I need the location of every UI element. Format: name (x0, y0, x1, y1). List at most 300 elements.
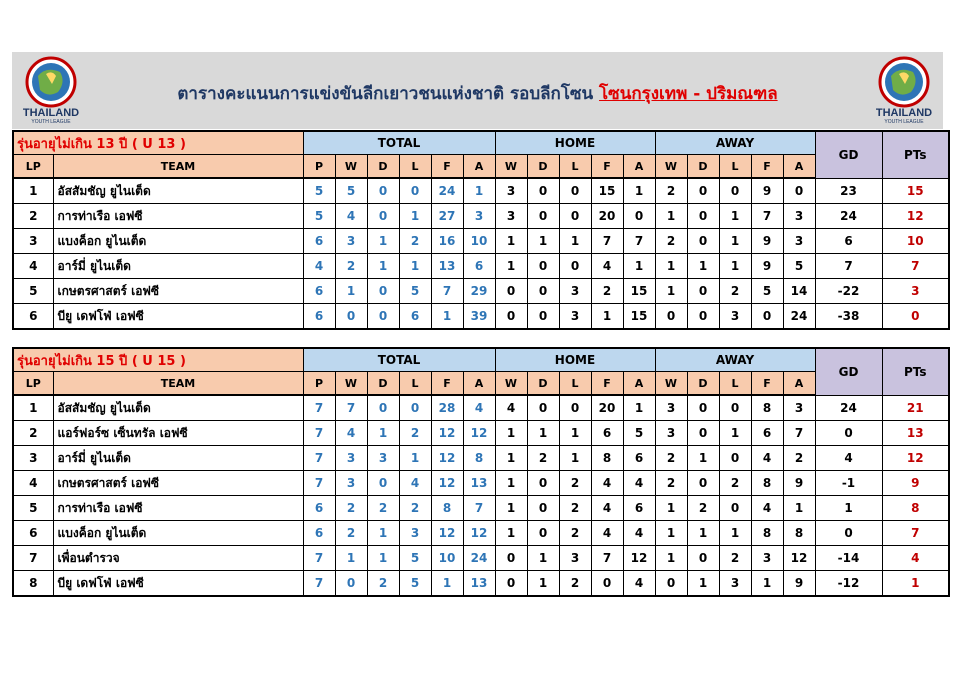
away-stat: 3 (655, 421, 687, 446)
total-stat: 7 (335, 395, 367, 421)
goal-difference: 4 (815, 446, 882, 471)
points: 12 (882, 204, 949, 229)
total-f-header: F (431, 155, 463, 179)
goal-difference: 6 (815, 229, 882, 254)
total-w-header: W (335, 155, 367, 179)
total-f-header: F (431, 372, 463, 396)
away-stat: 5 (751, 279, 783, 304)
home-stat: 4 (623, 571, 655, 597)
away-stat: 0 (687, 421, 719, 446)
home-stat: 5 (623, 421, 655, 446)
away-w-header: W (655, 155, 687, 179)
away-stat: 8 (751, 521, 783, 546)
home-stat: 7 (623, 229, 655, 254)
total-stat: 7 (303, 395, 335, 421)
away-stat: 1 (719, 229, 751, 254)
rank-cell: 4 (13, 254, 53, 279)
team-name: อาร์มี่ ยูไนเต็ด (53, 254, 303, 279)
home-stat: 4 (591, 471, 623, 496)
away-stat: 1 (655, 279, 687, 304)
rank-cell: 7 (13, 546, 53, 571)
home-stat: 1 (495, 254, 527, 279)
home-stat: 2 (591, 279, 623, 304)
total-p-header: P (303, 155, 335, 179)
total-stat: 1 (367, 229, 399, 254)
away-stat: 1 (687, 446, 719, 471)
away-stat: 0 (719, 178, 751, 204)
total-stat: 1 (399, 446, 431, 471)
total-stat: 10 (463, 229, 495, 254)
total-l-header: L (399, 372, 431, 396)
away-stat: 0 (687, 229, 719, 254)
home-stat: 2 (559, 571, 591, 597)
table-row (13, 471, 949, 496)
home-stat: 3 (559, 546, 591, 571)
points: 3 (882, 279, 949, 304)
home-stat: 6 (591, 421, 623, 446)
total-stat: 7 (303, 571, 335, 597)
home-stat: 0 (527, 279, 559, 304)
total-stat: 4 (335, 204, 367, 229)
svg-text:YOUTH LEAGUE: YOUTH LEAGUE (884, 119, 924, 124)
away-stat: 1 (655, 496, 687, 521)
home-stat: 1 (527, 421, 559, 446)
rank-cell: 6 (13, 521, 53, 546)
total-stat: 2 (335, 496, 367, 521)
home-w-header: W (495, 372, 527, 396)
away-stat: 0 (687, 546, 719, 571)
total-stat: 1 (367, 521, 399, 546)
points: 4 (882, 546, 949, 571)
total-stat: 0 (367, 279, 399, 304)
total-stat: 3 (463, 204, 495, 229)
table-row (13, 421, 949, 446)
home-stat: 12 (623, 546, 655, 571)
home-stat: 0 (495, 571, 527, 597)
away-stat: 2 (783, 446, 815, 471)
team-name: การท่าเรือ เอฟซี (53, 496, 303, 521)
away-stat: 0 (719, 395, 751, 421)
away-stat: 2 (719, 546, 751, 571)
points: 1 (882, 571, 949, 597)
total-stat: 10 (431, 546, 463, 571)
home-a-header: A (623, 372, 655, 396)
points: 8 (882, 496, 949, 521)
away-stat: 1 (751, 571, 783, 597)
home-stat: 0 (527, 471, 559, 496)
away-stat: 3 (783, 229, 815, 254)
table-row (13, 395, 949, 421)
total-stat: 0 (367, 304, 399, 330)
points: 13 (882, 421, 949, 446)
away-stat: 1 (687, 571, 719, 597)
total-stat: 3 (335, 446, 367, 471)
team-name: แอร์ฟอร์ซ เซ็นทรัล เอฟซี (53, 421, 303, 446)
home-stat: 0 (495, 279, 527, 304)
goal-difference: -22 (815, 279, 882, 304)
goal-difference: -12 (815, 571, 882, 597)
team-name: เกษตรศาสตร์ เอฟซี (53, 279, 303, 304)
away-stat: 0 (655, 571, 687, 597)
home-f-header: F (591, 155, 623, 179)
away-stat: 1 (783, 496, 815, 521)
away-stat: 2 (655, 446, 687, 471)
rank-cell: 1 (13, 178, 53, 204)
home-stat: 1 (495, 229, 527, 254)
total-stat: 2 (367, 496, 399, 521)
away-stat: 9 (783, 471, 815, 496)
home-stat: 1 (527, 546, 559, 571)
away-stat: 3 (783, 395, 815, 421)
home-stat: 1 (495, 421, 527, 446)
team-header: TEAM (53, 372, 303, 396)
team-name: อาร์มี่ ยูไนเต็ด (53, 446, 303, 471)
total-l-header: L (399, 155, 431, 179)
table-row (13, 571, 949, 597)
away-stat: 9 (783, 571, 815, 597)
total-stat: 1 (431, 304, 463, 330)
table-row (13, 204, 949, 229)
total-stat: 6 (303, 496, 335, 521)
points: 9 (882, 471, 949, 496)
total-stat: 2 (335, 254, 367, 279)
group-header-away: AWAY (655, 131, 815, 155)
away-stat: 3 (751, 546, 783, 571)
away-stat: 1 (687, 521, 719, 546)
total-stat: 2 (399, 421, 431, 446)
away-stat: 14 (783, 279, 815, 304)
home-stat: 1 (527, 571, 559, 597)
total-stat: 5 (303, 178, 335, 204)
total-stat: 7 (303, 421, 335, 446)
zone-name: โซนกรุงเทพ - ปริมณฑล (599, 84, 778, 104)
lp-header: LP (13, 155, 53, 179)
away-stat: 0 (687, 279, 719, 304)
team-name: เกษตรศาสตร์ เอฟซี (53, 471, 303, 496)
away-d-header: D (687, 155, 719, 179)
away-stat: 0 (655, 304, 687, 330)
home-stat: 0 (623, 204, 655, 229)
away-stat: 0 (719, 446, 751, 471)
total-stat: 3 (335, 471, 367, 496)
rank-cell: 5 (13, 496, 53, 521)
table-row (13, 496, 949, 521)
total-stat: 5 (399, 571, 431, 597)
goal-difference: 24 (815, 204, 882, 229)
goal-difference: 23 (815, 178, 882, 204)
pts-header: PTs (882, 131, 949, 178)
home-stat: 4 (623, 521, 655, 546)
home-stat: 1 (591, 304, 623, 330)
away-stat: 2 (719, 279, 751, 304)
total-stat: 6 (303, 521, 335, 546)
total-stat: 24 (463, 546, 495, 571)
home-stat: 20 (591, 204, 623, 229)
home-stat: 0 (495, 304, 527, 330)
standings-table-u15 (12, 347, 950, 597)
rank-cell: 3 (13, 446, 53, 471)
gd-header: GD (815, 348, 882, 395)
home-d-header: D (527, 372, 559, 396)
away-stat: 0 (687, 178, 719, 204)
away-stat: 1 (687, 254, 719, 279)
total-stat: 1 (399, 204, 431, 229)
home-stat: 0 (559, 395, 591, 421)
home-stat: 15 (623, 279, 655, 304)
standings-table-u13 (12, 130, 950, 330)
away-stat: 8 (751, 395, 783, 421)
away-stat: 0 (751, 304, 783, 330)
rank-cell: 6 (13, 304, 53, 330)
away-stat: 0 (783, 178, 815, 204)
total-stat: 0 (335, 571, 367, 597)
home-stat: 8 (591, 446, 623, 471)
away-a-header: A (783, 155, 815, 179)
home-stat: 2 (559, 521, 591, 546)
total-stat: 3 (335, 229, 367, 254)
total-stat: 1 (367, 421, 399, 446)
goal-difference: -38 (815, 304, 882, 330)
group-header-home: HOME (495, 131, 655, 155)
home-stat: 1 (623, 178, 655, 204)
home-stat: 1 (495, 446, 527, 471)
home-stat: 4 (623, 471, 655, 496)
rank-cell: 3 (13, 229, 53, 254)
home-stat: 2 (559, 471, 591, 496)
home-stat: 3 (559, 279, 591, 304)
home-stat: 4 (591, 496, 623, 521)
away-stat: 3 (655, 395, 687, 421)
points: 12 (882, 446, 949, 471)
team-name: เพื่อนตำรวจ (53, 546, 303, 571)
total-stat: 6 (303, 304, 335, 330)
rank-cell: 2 (13, 421, 53, 446)
total-stat: 0 (367, 204, 399, 229)
table-row (13, 304, 949, 330)
total-stat: 1 (335, 279, 367, 304)
svg-text:THAILAND: THAILAND (22, 107, 80, 119)
away-f-header: F (751, 372, 783, 396)
home-stat: 7 (591, 229, 623, 254)
home-stat: 2 (527, 446, 559, 471)
total-stat: 3 (367, 446, 399, 471)
table-row (13, 546, 949, 571)
total-stat: 12 (431, 471, 463, 496)
total-stat: 12 (463, 421, 495, 446)
home-stat: 6 (623, 496, 655, 521)
total-stat: 12 (431, 521, 463, 546)
total-stat: 7 (303, 471, 335, 496)
table-row (13, 229, 949, 254)
goal-difference: 1 (815, 496, 882, 521)
away-stat: 2 (655, 178, 687, 204)
total-stat: 13 (431, 254, 463, 279)
total-stat: 5 (399, 546, 431, 571)
away-stat: 1 (719, 204, 751, 229)
home-stat: 0 (559, 204, 591, 229)
total-d-header: D (367, 372, 399, 396)
home-stat: 2 (559, 496, 591, 521)
home-stat: 4 (591, 521, 623, 546)
away-stat: 7 (751, 204, 783, 229)
home-stat: 0 (527, 521, 559, 546)
points: 7 (882, 521, 949, 546)
away-stat: 1 (655, 521, 687, 546)
total-a-header: A (463, 372, 495, 396)
total-stat: 1 (367, 546, 399, 571)
total-stat: 24 (431, 178, 463, 204)
division-title: รุ่นอายุไม่เกิน 15 ปี ( U 15 ) (13, 348, 303, 372)
points: 15 (882, 178, 949, 204)
total-stat: 4 (335, 421, 367, 446)
away-stat: 1 (655, 204, 687, 229)
home-w-header: W (495, 155, 527, 179)
team-name: อัสสัมชัญ ยูไนเต็ด (53, 178, 303, 204)
goal-difference: 24 (815, 395, 882, 421)
home-stat: 20 (591, 395, 623, 421)
away-d-header: D (687, 372, 719, 396)
away-stat: 12 (783, 546, 815, 571)
total-stat: 16 (431, 229, 463, 254)
points: 7 (882, 254, 949, 279)
total-stat: 5 (303, 204, 335, 229)
title-text: ตารางคะแนนการแข่งขันลีกเยาวชนแห่งชาติ รอบลีกโซน (177, 84, 594, 104)
away-l-header: L (719, 372, 751, 396)
total-stat: 5 (335, 178, 367, 204)
home-d-header: D (527, 155, 559, 179)
home-stat: 15 (591, 178, 623, 204)
away-stat: 9 (751, 229, 783, 254)
home-stat: 0 (559, 178, 591, 204)
total-stat: 0 (367, 471, 399, 496)
total-stat: 1 (463, 178, 495, 204)
away-stat: 0 (687, 471, 719, 496)
away-a-header: A (783, 372, 815, 396)
pts-header: PTs (882, 348, 949, 395)
group-header-total: TOTAL (303, 348, 495, 372)
away-stat: 0 (687, 304, 719, 330)
rank-cell: 2 (13, 204, 53, 229)
home-stat: 3 (495, 204, 527, 229)
home-stat: 0 (527, 304, 559, 330)
total-stat: 1 (431, 571, 463, 597)
table-row (13, 178, 949, 204)
total-stat: 2 (399, 496, 431, 521)
away-stat: 1 (655, 546, 687, 571)
away-stat: 2 (655, 229, 687, 254)
team-name: แบงค็อก ยูไนเต็ด (53, 229, 303, 254)
team-header: TEAM (53, 155, 303, 179)
team-name: แบงค็อก ยูไนเต็ด (53, 521, 303, 546)
total-w-header: W (335, 372, 367, 396)
total-stat: 3 (399, 521, 431, 546)
away-stat: 4 (751, 496, 783, 521)
team-name: การท่าเรือ เอฟซี (53, 204, 303, 229)
total-stat: 12 (431, 421, 463, 446)
total-stat: 1 (335, 546, 367, 571)
svg-text:THAILAND: THAILAND (875, 107, 933, 119)
team-name: บียู เดฟโฟ่ เอฟซี (53, 304, 303, 330)
total-stat: 27 (431, 204, 463, 229)
away-stat: 9 (751, 178, 783, 204)
points: 21 (882, 395, 949, 421)
home-l-header: L (559, 372, 591, 396)
total-stat: 6 (399, 304, 431, 330)
table-row (13, 254, 949, 279)
total-stat: 7 (431, 279, 463, 304)
page-title (142, 80, 813, 107)
away-stat: 2 (719, 471, 751, 496)
total-stat: 12 (431, 446, 463, 471)
rank-cell: 4 (13, 471, 53, 496)
rank-cell: 5 (13, 279, 53, 304)
goal-difference: 0 (815, 421, 882, 446)
home-stat: 7 (591, 546, 623, 571)
total-p-header: P (303, 372, 335, 396)
home-stat: 3 (559, 304, 591, 330)
total-stat: 6 (463, 254, 495, 279)
home-stat: 1 (559, 446, 591, 471)
table-row (13, 521, 949, 546)
svg-text:YOUTH LEAGUE: YOUTH LEAGUE (31, 119, 71, 124)
total-stat: 0 (399, 395, 431, 421)
total-stat: 0 (367, 178, 399, 204)
group-header-home: HOME (495, 348, 655, 372)
total-d-header: D (367, 155, 399, 179)
total-stat: 39 (463, 304, 495, 330)
thailand-youth-league-logo (869, 54, 939, 124)
home-stat: 1 (495, 496, 527, 521)
home-stat: 4 (591, 254, 623, 279)
away-stat: 0 (687, 204, 719, 229)
away-stat: 8 (751, 471, 783, 496)
total-stat: 0 (367, 395, 399, 421)
team-name: บียู เดฟโฟ่ เอฟซี (53, 571, 303, 597)
total-stat: 2 (399, 229, 431, 254)
total-stat: 7 (303, 446, 335, 471)
away-stat: 1 (655, 254, 687, 279)
home-stat: 1 (623, 254, 655, 279)
home-stat: 1 (495, 471, 527, 496)
away-stat: 9 (751, 254, 783, 279)
total-stat: 13 (463, 571, 495, 597)
total-stat: 6 (303, 279, 335, 304)
home-l-header: L (559, 155, 591, 179)
home-stat: 1 (559, 421, 591, 446)
team-name: อัสสัมชัญ ยูไนเต็ด (53, 395, 303, 421)
home-stat: 0 (527, 395, 559, 421)
rank-cell: 8 (13, 571, 53, 597)
away-l-header: L (719, 155, 751, 179)
gd-header: GD (815, 131, 882, 178)
home-stat: 0 (591, 571, 623, 597)
away-stat: 4 (751, 446, 783, 471)
home-stat: 0 (527, 254, 559, 279)
home-stat: 6 (623, 446, 655, 471)
total-stat: 13 (463, 471, 495, 496)
total-a-header: A (463, 155, 495, 179)
home-stat: 0 (527, 204, 559, 229)
rank-cell: 1 (13, 395, 53, 421)
home-stat: 0 (495, 546, 527, 571)
goal-difference: -1 (815, 471, 882, 496)
total-stat: 4 (463, 395, 495, 421)
group-header-total: TOTAL (303, 131, 495, 155)
away-stat: 5 (783, 254, 815, 279)
away-stat: 3 (719, 304, 751, 330)
home-stat: 1 (623, 395, 655, 421)
total-stat: 4 (399, 471, 431, 496)
